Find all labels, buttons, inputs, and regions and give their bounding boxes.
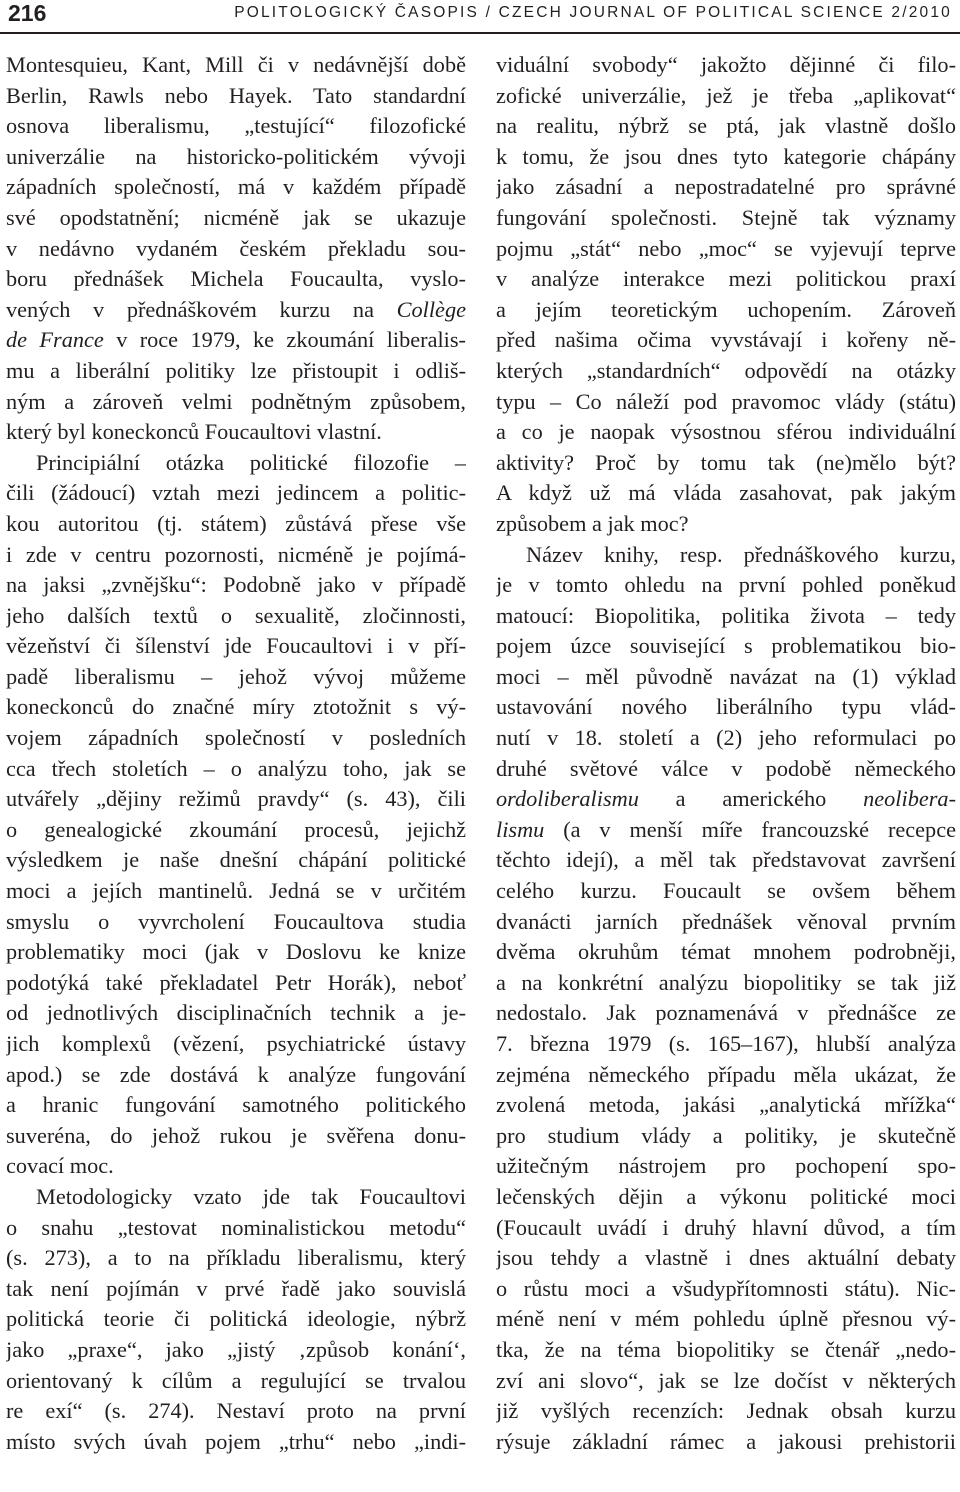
text-line: padě liberalismu – jehož vývoj můžeme [6,663,466,689]
text-line: ustavování nového liberálního typu vlád- [496,694,956,720]
text-line: zvolená metoda, jakási „analytická mřížka“ [496,1092,956,1118]
text-line: celého kurzu. Foucault se ovšem během [496,878,956,904]
text-line: kou autoritou (tj. státem) zůstává přese vše [6,510,466,536]
text-line: a na konkrétní analýzu biopolitiky se tak již [496,969,956,995]
text-line: covací moc. [6,1153,114,1179]
text-line: čili (žádoucí) vztah mezi jedincem a politic- [6,480,466,506]
text-line: smyslu o vyvrcholení Foucaultova studia [6,908,466,934]
text-line: Metodologicky vzato jde tak Foucaultovi [36,1183,466,1209]
text-line: 7. března 1979 (s. 165–167), hlubší analýza [496,1031,956,1056]
text-line: lismu (a v menší míře francouzské recepce [496,816,956,842]
text-line: nutí v 18. století a (2) jeho reformulaci po [496,725,956,751]
text-line: vených v přednáškovém kurzu na Collège [6,296,466,322]
text-line: fungování společnosti. Stejně tak významy [496,204,956,230]
text-line: před našima očima vyvstávají i kořeny ně- [496,327,956,353]
text-line: viduální svobody“ jakožto dějinné či filo- [496,52,956,77]
text-line: (Foucault uvádí i druhý hlavní důvod, a tím [496,1214,956,1240]
text-line: moci – měl původně navázat na (1) výklad [496,663,956,689]
text-line: a hranic fungování samotného politického [6,1092,466,1118]
text-line: ným a zároveň velmi podnětným způsobem, [6,388,466,414]
text-line: orientovaný k cílům a regulující se trvalou [6,1367,466,1393]
text-line: nedostalo. Jak poznamenává v přednášce ze [496,1000,956,1026]
text-line: problematiky moci (jak v Doslovu ke knize [6,939,466,965]
text-line: ordoliberalismu a amerického neolibera- [496,786,956,812]
text-line: na jaksi „zvnějšku“: Podobně jako v případě [6,572,466,598]
text-line: výsledkem je naše dnešní chápání politické [6,847,466,873]
text-line: těchto idejí), a měl tak představovat završení [496,847,956,873]
text-line: podotýká také překladatel Petr Horák), neboť [6,969,466,995]
text-line: matoucí: Biopolitika, politika života – tedy [496,602,956,628]
text-line: utvářely „dějiny režimů pravdy“ (s. 43), čili [6,786,466,812]
text-line: pojem úzce související s problematikou bio- [496,633,956,659]
text-line: vězeňství či šílenství jde Foucaultovi i v pří- [6,633,466,659]
text-line: politická teorie či politická ideologie, nýbrž [6,1306,466,1332]
text-line: vojem západních společností v posledních [6,725,466,751]
text-line: koneckonců do značné míry ztotožnit s vý- [6,694,466,720]
text-line: o genealogické zkoumání procesů, jejichž [6,816,466,842]
text-line: již vyšlých recenzích: Jednak obsah kurzu [496,1398,956,1424]
text-line: (s. 273), a to na příkladu liberalismu, který [6,1245,466,1271]
journal-title: POLITOLOGICKÝ ČASOPIS / CZECH JOURNAL OF POLITICAL SCIENCE 2/2010 [234,4,952,21]
text-line: boru přednášek Michela Foucaulta, vyslo- [6,266,466,292]
text-line: v nedávno vydaném českém překladu sou- [6,235,466,261]
text-line: v analýze interakce mezi politickou praxí [496,266,956,292]
text-line: Montesquieu, Kant, Mill či v nedávnější době [6,52,466,77]
text-line: který byl koneckonců Foucaultovi vlastní. [6,419,382,445]
text-line: místo svých úvah pojem „trhu“ nebo „indi- [6,1428,466,1454]
text-line: západních společností, má v každém případě [6,174,466,200]
text-line: tka, že na téma biopolitiky se čtenář „nedo- [496,1336,956,1362]
text-line: jako zásadní a nepostradatelné pro správné [496,174,956,200]
page-number: 216 [8,0,47,26]
text-line: k tomu, že jsou dnes tyto kategorie chápány [496,143,956,169]
text-line: Principiální otázka politické filozofie – [36,449,466,475]
text-line: jako „praxe“, jako „jistý ‚způsob konání‘, [6,1336,466,1362]
text-line: užitečným nástrojem pro pochopení spo- [496,1153,956,1179]
text-line: druhé světové válce v podobě německého [496,755,956,781]
text-line: zví ani slovo“, jak se lze dočíst v některých [496,1367,956,1393]
page-header [0,0,960,34]
text-line: suveréna, do jehož rukou je svěřena donu- [6,1122,466,1148]
text-line: pojmu „stát“ nebo „moc“ se vyjevují teprve [496,235,956,261]
text-line: re exí“ (s. 274). Nestaví proto na první [6,1398,466,1424]
text-line: tak není pojímán v prvé řadě jako souvislá [6,1275,466,1301]
text-line: pro studium vlády a politiky, je skutečně [496,1122,956,1148]
text-line: cca třech stoletích – o analýzu toho, jak se [6,755,466,781]
text-line: o snahu „testovat nominalistickou metodu“ [6,1214,466,1240]
text-line: typu – Co náleží pod pravomoc vlády (státu) [496,388,956,414]
text-line: mu a liberální politiky lze přistoupit i odliš- [6,357,466,383]
text-line: osnova liberalismu, „testující“ filozofické [6,113,466,139]
text-line: zejména německého případu měla ukázat, že [496,1061,956,1087]
text-line: o růstu moci a všudypřítomnosti státu). Nic- [496,1275,956,1301]
text-line: kterých „standardních“ odpovědí na otázky [496,357,956,383]
text-line: aktivity? Proč by tomu tak (ne)mělo být? [496,449,956,475]
text-line: dvěma okruhům témat mnohem podrobněji, [496,939,956,965]
text-line: a jejím teoretickým uchopením. Zároveň [496,296,956,322]
text-line: je v tomto ohledu na první pohled poněkud [496,572,956,598]
text-line: od jednotlivých disciplinačních technik a je- [6,1000,466,1026]
text-line: A když už má vláda zasahovat, pak jakým [496,480,956,506]
text-line: rýsuje základní rámec a jakousi prehistorii [496,1428,956,1454]
header-rule [0,32,960,34]
text-line: apod.) se zde dostává k analýze fungování [6,1061,466,1087]
text-line: dvanácti jarních přednášek věnoval prvním [496,908,956,934]
text-line: na realitu, nýbrž se ptá, jak vlastně došlo [496,113,956,139]
text-line: způsobem a jak moc? [496,510,689,536]
left-column [6,50,466,1457]
text-line: jeho dalších textů o sexualitě, zločinnosti, [6,602,466,628]
text-line: Název knihy, resp. přednáškového kurzu, [526,541,956,567]
text-line: zofické univerzálie, jež je třeba „aplikovat“ [496,82,956,108]
text-line: de France v roce 1979, ke zkoumání liberalis- [6,327,466,353]
text-line: a co je naopak výsostnou sférou individuální [496,419,956,445]
text-line: univerzálie na historicko-politickém vývoji [6,143,466,169]
text-line: své opodstatnění; nicméně jak se ukazuje [6,204,466,230]
right-column [496,50,956,1457]
text-line: Berlin, Rawls nebo Hayek. Tato standardní [6,82,466,108]
text-line: lečenských dějin a výkonu politické moci [496,1183,956,1209]
text-line: moci a jejích mantinelů. Jedná se v určitém [6,878,466,904]
text-line: jsou tehdy a vlastně i dnes aktuální debaty [496,1245,956,1271]
text-line: jich komplexů (vězení, psychiatrické ústavy [6,1031,466,1056]
text-line: méně není v mém pohledu úplně přesnou vý- [496,1306,956,1332]
text-line: i zde v centru pozornosti, nicméně je pojímá- [6,541,466,567]
